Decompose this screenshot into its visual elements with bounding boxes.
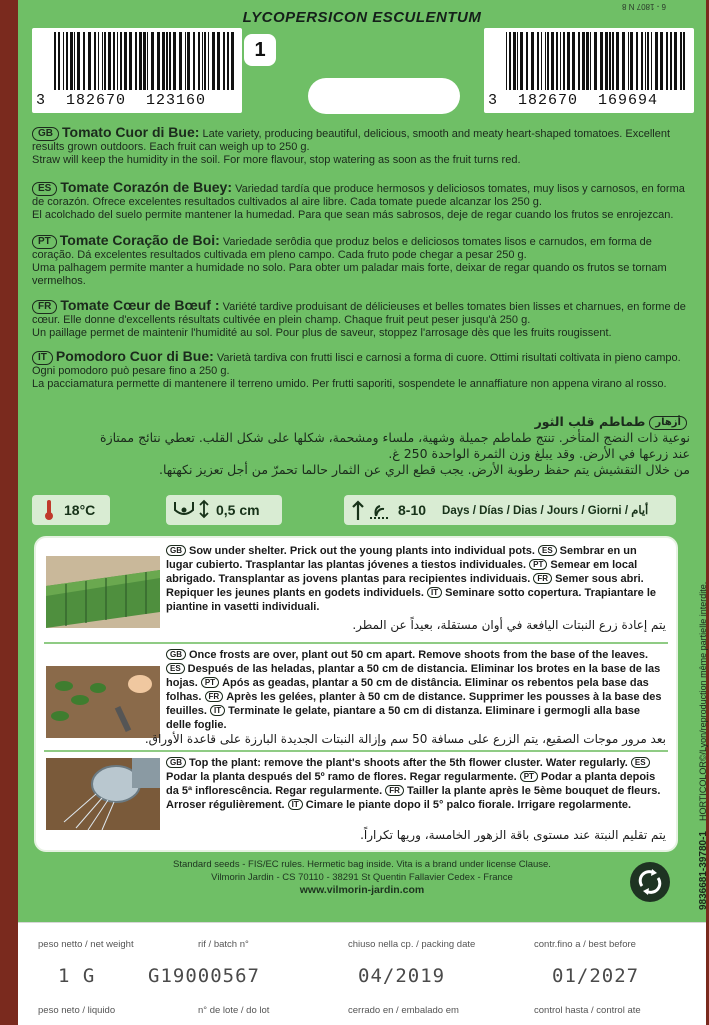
lot-mark: 6 - 1807 N 8 bbox=[621, 2, 666, 11]
barcode-bar bbox=[586, 32, 589, 90]
barcode-bar bbox=[66, 32, 68, 90]
lang-code-pill: IT bbox=[427, 587, 442, 598]
scientific-name: LYCOPERSICON ESCULENTUM bbox=[242, 9, 482, 26]
description-text-gb: Late variety, producing beautiful, delicious, smooth and meaty heart-shaped tomatoes. Excellent results grown outdoors. Each fruit can weigh up to 250 g. bbox=[32, 128, 671, 153]
lang-code-pill: FR bbox=[205, 691, 224, 702]
barcode-bar bbox=[509, 32, 511, 90]
batch-label-es: n° de lote / do lot bbox=[198, 1005, 270, 1016]
step-divider bbox=[44, 750, 668, 752]
lang-code-pill: GB bbox=[166, 649, 186, 660]
instruction-sentence: Podar la planta después del 5º ramo de flores. Regar regularmente. bbox=[166, 771, 520, 783]
barcode-bar bbox=[94, 32, 96, 90]
barcode-bar bbox=[531, 32, 534, 90]
barcode-bar bbox=[572, 32, 575, 90]
barcode-bar bbox=[179, 32, 182, 90]
barcode-bar bbox=[551, 32, 554, 90]
barcode-bar bbox=[520, 32, 523, 90]
barcode-right-bars bbox=[506, 32, 686, 90]
batch-label: rif / batch n° bbox=[198, 939, 249, 950]
lang-code-pill: ES bbox=[166, 663, 185, 674]
barcode-bar bbox=[628, 32, 629, 90]
variety-number-badge: 1 bbox=[244, 34, 276, 66]
barcode-bar bbox=[600, 32, 603, 90]
description-title-es: Tomate Corazón de Buey: bbox=[60, 179, 232, 195]
barcode-bar bbox=[590, 32, 591, 90]
barcode-bar bbox=[645, 32, 646, 90]
barcode-bar bbox=[660, 32, 663, 90]
description-title-pt: Tomate Coração de Boi: bbox=[59, 232, 220, 248]
lang-code-pill: IT bbox=[210, 705, 225, 716]
net-weight-value: 1 G bbox=[58, 965, 96, 987]
barcode-bar bbox=[135, 32, 137, 90]
barcode-bar bbox=[187, 32, 190, 90]
instruction-sentence: Top the plant: remove the plant's shoots after the 5th flower cluster. Water regularly. bbox=[189, 757, 631, 769]
barcode-bar bbox=[612, 32, 614, 90]
step-sowing-text bbox=[166, 544, 666, 614]
description-text2-it: La pacciamatura permette di mantenere il terreno umido. Per frutti saporiti, sospendete le annaffiature non appena virano al rosso. bbox=[32, 378, 667, 390]
recycle-icon bbox=[630, 862, 670, 902]
barcode-bar bbox=[151, 32, 154, 90]
footer-rules: Standard seeds - FIS/EC rules. Hermetic bag inside. Vita is a brand under license Clause. bbox=[173, 859, 551, 870]
barcode-bar bbox=[674, 32, 677, 90]
lang-code-pt: PT bbox=[32, 235, 57, 249]
step-planting-arabic: بعد مرور موجات الصقيع، يتم الزرع على مسافة 50 سم وإزالة النبتات الجديدة البارزة على قاعدة الأوراق. bbox=[144, 732, 666, 746]
barcode-bar bbox=[108, 32, 111, 90]
barcode-bar bbox=[231, 32, 234, 90]
barcode-bar bbox=[157, 32, 160, 90]
barcode-bar bbox=[193, 32, 195, 90]
barcode-bar bbox=[143, 32, 146, 90]
barcode-bar bbox=[622, 32, 625, 90]
illustration-credit: HORTICOLOR©/Lyon/reproduction même partielle interdite. bbox=[698, 581, 708, 822]
depth-box bbox=[166, 495, 282, 525]
watering-can-illustration bbox=[46, 758, 160, 830]
barcode-bar bbox=[212, 32, 215, 90]
lang-code-pill: FR bbox=[385, 785, 404, 796]
barcode-bar bbox=[166, 32, 168, 90]
germination-days-box bbox=[344, 495, 676, 525]
instruction-sentence: Semear em local abrigado. Transplantar as jovens plantas para recipientes individuais. bbox=[166, 559, 638, 585]
best-before-label: contr.fino a / best before bbox=[534, 939, 636, 950]
instruction-sentence: Sembrar en un lugar cubierto. Trasplantar las plantas jóvenes a tiestos individuales. bbox=[166, 545, 637, 571]
barcode-bar bbox=[83, 32, 85, 90]
barcode-bar bbox=[636, 32, 638, 90]
website-link[interactable]: www.vilmorin-jardin.com bbox=[299, 884, 425, 896]
lang-code-pill: ES bbox=[538, 545, 557, 556]
net-weight-label: peso netto / net weight bbox=[38, 939, 134, 950]
barcode-bar bbox=[563, 32, 565, 90]
description-text2-pt: Uma palhagem permite manter a humidade no solo. Para obter um paladar mais forte, deixar de regar quando os frutos se tornam vermelhos. bbox=[32, 262, 667, 287]
barcode-bar bbox=[77, 32, 80, 90]
description-arabic-line2: عند زرعها في الأرض. وقد يبلغ وزن الثمرة الواحدة 250 غ. bbox=[388, 446, 690, 461]
legal-footer bbox=[18, 858, 706, 897]
barcode-bar bbox=[227, 32, 229, 90]
barcode-bar bbox=[526, 32, 528, 90]
barcode-bar bbox=[113, 32, 115, 90]
description-text-pt: Variedade serôdia que produz belos e deliciosos tomates lisos e carnudos, em forma de coração. Dá excelentes resultados cultivada em pleno campo. Cada fruto pode chegar a pesar 250 g. bbox=[32, 236, 652, 261]
description-title-it: Pomodoro Cuor di Bue: bbox=[55, 348, 214, 364]
barcode-bar bbox=[616, 32, 619, 90]
instruction-sentence: Terminate le gelate, piantare a 50 cm di distanza. Eliminare i germogli alla base delle foglie. bbox=[166, 705, 640, 731]
thermometer-icon bbox=[38, 498, 60, 522]
step-planting bbox=[36, 646, 676, 750]
barcode-bar bbox=[169, 32, 171, 90]
barcode-bar bbox=[58, 32, 60, 90]
barcode-bar bbox=[198, 32, 200, 90]
description-fr bbox=[32, 299, 692, 340]
barcode-bar bbox=[651, 32, 652, 90]
description-text2-fr: Un paillage permet de maintenir l'humidité au sol. Pour plus de saveur, stoppez l'arrosage dès que les fruits rougissent. bbox=[32, 327, 612, 339]
lang-code-es: ES bbox=[32, 182, 57, 196]
packing-date-label-es: cerrado en / embalado em bbox=[348, 1005, 459, 1016]
instruction-sentence: Después de las heladas, plantar a 50 cm de distancia. Eliminar los brotes en la base de las hojas. bbox=[166, 663, 661, 689]
barcode-bar bbox=[204, 32, 206, 90]
barcode-right bbox=[484, 28, 694, 113]
barcode-bar bbox=[223, 32, 225, 90]
lang-code-pill: FR bbox=[533, 573, 552, 584]
germination-temperature: 18°C bbox=[64, 502, 96, 518]
step-divider bbox=[44, 642, 668, 644]
packing-date-value: 04/2019 bbox=[358, 965, 446, 987]
description-arabic bbox=[32, 414, 690, 478]
lang-code-it: IT bbox=[32, 351, 53, 365]
best-before-label-es: control hasta / control ate bbox=[534, 1005, 641, 1016]
barcode-right-number: 3 182670 169694 bbox=[488, 92, 659, 109]
step-sowing-arabic: يتم إعادة زرع النبتات اليافعة في أوان مستقلة، بعيداً عن المطر. bbox=[352, 618, 666, 632]
instruction-sentence: Sow under shelter. Prick out the young plants into individual pots. bbox=[189, 545, 538, 557]
barcode-bar bbox=[185, 32, 186, 90]
barcode-bar bbox=[202, 32, 203, 90]
vertical-credit bbox=[686, 500, 709, 920]
description-text2-es: El acolchado del suelo permite mantener la humedad. Para que sean más sabrosos, deje de regar cuando los frutos se enrojezcan. bbox=[32, 209, 674, 221]
barcode-bar bbox=[513, 32, 516, 90]
barcode-bar bbox=[560, 32, 561, 90]
lang-code-arabic: أزهار bbox=[649, 416, 687, 430]
description-title-gb: Tomato Cuor di Bue: bbox=[62, 124, 200, 140]
description-es bbox=[32, 181, 692, 222]
barcode-bar bbox=[517, 32, 518, 90]
instruction-sentence: Once frosts are over, plant out 50 cm apart. Remove shoots from the base of the leaves. bbox=[189, 649, 649, 661]
barcode-bar bbox=[545, 32, 546, 90]
barcode-bar bbox=[666, 32, 668, 90]
seed-packet-back bbox=[18, 0, 709, 1024]
barcode-bar bbox=[139, 32, 142, 90]
instruction-sentence: Après les gelées, planter à 50 cm de distance. Supprimer les pousses à la base des feuilles. bbox=[166, 691, 662, 717]
description-text-es: Variedad tardía que produce hermosos y deliciosos tomates, muy lisos y carnosos, en forma de corazón. Ofrece excelentes resultados cultivados al aire libre. Cada tomate puede alcanzar los 250 g. bbox=[32, 183, 685, 208]
instruction-sentence: Tailler la plante après le 5ème bouquet de fleurs. Arroser régulièrement. bbox=[166, 785, 661, 811]
footer-address: Vilmorin Jardin - CS 70110 - 38291 St Quentin Fallavier Cedex - France bbox=[211, 872, 513, 883]
sowing-depth: 0,5 cm bbox=[216, 502, 260, 518]
barcode-left-bars bbox=[54, 32, 234, 90]
description-title-arabic: طماطم قلب الثور bbox=[534, 414, 646, 429]
lang-code-pill: PT bbox=[201, 677, 219, 688]
barcode-bar bbox=[98, 32, 99, 90]
barcode-bar bbox=[655, 32, 658, 90]
germination-days-label: Days / Días / Dias / Jours / Giorni / أيام bbox=[442, 505, 649, 517]
sowing-depth-icon bbox=[172, 498, 212, 522]
barcode-left-number: 3 182670 123160 bbox=[36, 92, 207, 109]
barcode-bar bbox=[547, 32, 549, 90]
step-planting-text bbox=[166, 648, 666, 732]
germination-arrow-icon bbox=[350, 498, 390, 522]
lang-code-pill: PT bbox=[520, 771, 538, 782]
barcode-bar bbox=[120, 32, 122, 90]
barcode-bar bbox=[147, 32, 148, 90]
barcode-bar bbox=[104, 32, 106, 90]
step-sowing bbox=[36, 538, 676, 642]
description-it bbox=[32, 350, 692, 391]
barcode-bar bbox=[683, 32, 685, 90]
batch-stamp-area bbox=[18, 922, 706, 1025]
barcode-bar bbox=[54, 32, 56, 90]
best-before-value: 01/2027 bbox=[552, 965, 640, 987]
barcode-bar bbox=[129, 32, 132, 90]
step-topping-text bbox=[166, 756, 666, 812]
barcode-bar bbox=[208, 32, 209, 90]
description-gb bbox=[32, 126, 692, 167]
planting-out-illustration bbox=[46, 666, 160, 738]
description-arabic-line1: نوعية ذات النضج المتأخر. تنتج طماطم جميلة وشهية، ملساء ومشحمة، شكلها على شكل القلب. تعطي نتائج ممتازة bbox=[100, 430, 690, 445]
instruction-sentence: Após as geadas, plantar a 50 cm de distância. Eliminar os rebentos pela base das folhas. bbox=[166, 677, 649, 703]
barcode-bar bbox=[537, 32, 539, 90]
description-text-it: Varietà tardiva con frutti lisci e carnosi a forma di cuore. Ottimi risultati coltivata in pieno campo. Ogni pomodoro può pesare fino a 250 g. bbox=[32, 352, 681, 377]
instruction-sentence: Semer sous abri. Repiquer les jeunes plants en godets individuels. bbox=[166, 573, 644, 599]
barcode-bar bbox=[605, 32, 608, 90]
step-topping bbox=[36, 754, 676, 848]
instruction-sentence: Cimare le piante dopo il 5° palco fiorale. Irrigare regolarmente. bbox=[305, 799, 632, 811]
barcode-left bbox=[32, 28, 242, 113]
product-code: 9836681-39780-1 bbox=[698, 831, 709, 910]
description-title-fr: Tomate Cœur de Bœuf : bbox=[60, 297, 220, 313]
barcode-bar bbox=[102, 32, 103, 90]
lang-code-gb: GB bbox=[32, 127, 59, 141]
packing-date-label: chiuso nella cp. / packing date bbox=[348, 939, 476, 950]
lang-code-pill: ES bbox=[631, 757, 650, 768]
barcode-bar bbox=[70, 32, 73, 90]
barcode-bar bbox=[88, 32, 91, 90]
barcode-bar bbox=[556, 32, 558, 90]
barcode-bar bbox=[74, 32, 75, 90]
barcode-bar bbox=[124, 32, 127, 90]
description-arabic-line3: من خلال التقشيش يتم حفظ رطوبة الأرض. يجب قطع الري عن الثمار حالما تحمرّ من أجل تعزيز نكهتها. bbox=[158, 462, 690, 477]
lang-code-pill: IT bbox=[288, 799, 303, 810]
barcode-bar bbox=[647, 32, 649, 90]
net-weight-label-es: peso neto / liquido bbox=[38, 1005, 116, 1016]
lang-code-pill: GB bbox=[166, 757, 186, 768]
batch-number-value: G19000567 bbox=[148, 965, 260, 987]
description-text2-gb: Straw will keep the humidity in the soil. For more flavour, stop watering as soon as the fruit turns red. bbox=[32, 154, 521, 166]
instructions-panel bbox=[34, 536, 678, 852]
instruction-sentence: Seminare sotto copertura. Trapiantare le piantine in vasetti individuali. bbox=[166, 587, 657, 613]
barcode-bar bbox=[217, 32, 220, 90]
barcode-bar bbox=[173, 32, 176, 90]
barcode-bar bbox=[567, 32, 570, 90]
barcode-bar bbox=[630, 32, 633, 90]
temperature-box bbox=[32, 495, 110, 525]
description-pt bbox=[32, 234, 692, 288]
lang-code-pill: PT bbox=[529, 559, 547, 570]
lang-code-fr: FR bbox=[32, 300, 57, 314]
barcode-bar bbox=[594, 32, 597, 90]
germination-days-range: 8-10 bbox=[398, 502, 427, 518]
barcode-bar bbox=[63, 32, 64, 90]
description-text-fr: Variété tardive produisant de délicieuses et belles tomates bien lisses et charnues, en forme de cœur. Elle donne d'excellents résultats cultivée en plein champ. Chaque fruit peut peser jusqu'à 250 g. bbox=[32, 301, 686, 326]
hang-hole bbox=[308, 78, 460, 114]
instruction-sentence: Podar a planta depois da 5ª inflorescência. Regar regularmente. bbox=[166, 771, 656, 797]
barcode-bar bbox=[117, 32, 118, 90]
barcode-bar bbox=[641, 32, 643, 90]
barcode-bar bbox=[578, 32, 580, 90]
barcode-bar bbox=[162, 32, 165, 90]
barcode-bar bbox=[506, 32, 507, 90]
barcode-bar bbox=[609, 32, 611, 90]
barcode-bar bbox=[680, 32, 682, 90]
barcode-bar bbox=[670, 32, 672, 90]
lang-code-pill: GB bbox=[166, 545, 186, 556]
barcode-bar bbox=[582, 32, 585, 90]
barcode-bar bbox=[541, 32, 542, 90]
step-topping-arabic: يتم تقليم النبتة عند مستوى باقة الزهور الخامسة، وريها تكراراً. bbox=[360, 828, 666, 842]
